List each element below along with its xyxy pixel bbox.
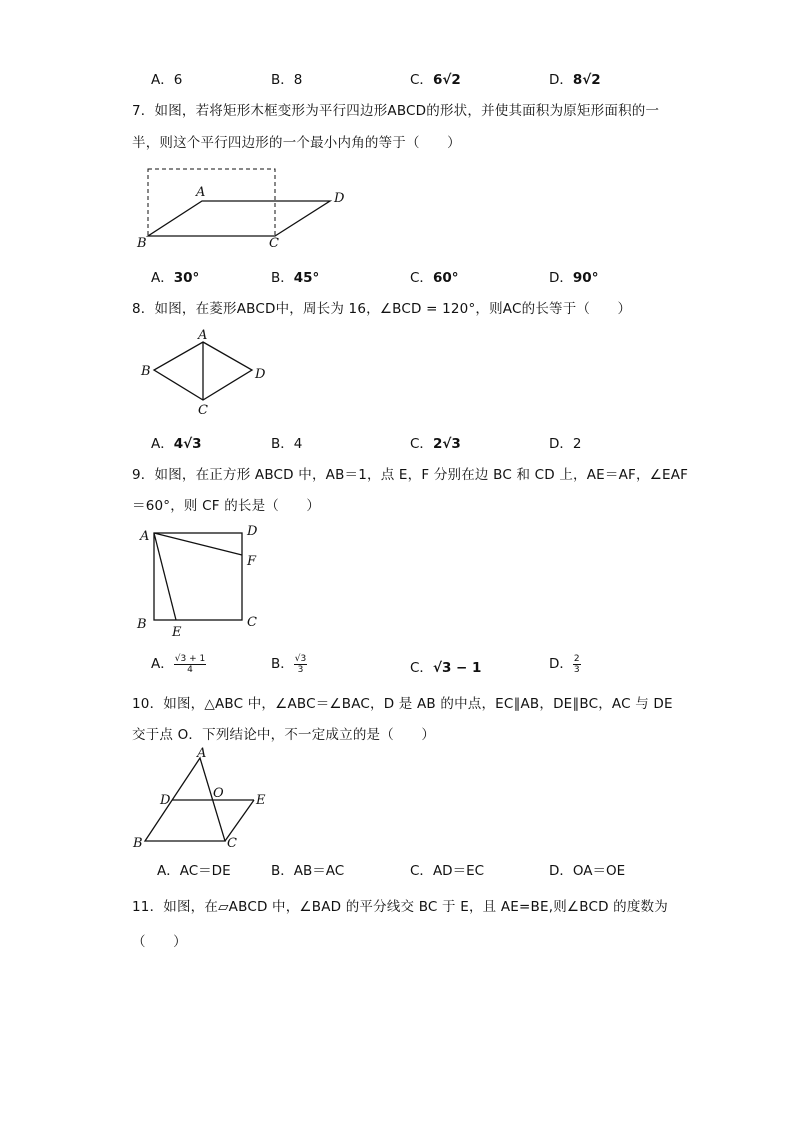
q9-square <box>154 533 242 620</box>
q9-option-d: D． $\frac{2}{3}$ <box>549 653 580 675</box>
q9-label-b: B <box>137 617 147 632</box>
q7-option-c: C．60° <box>410 270 459 286</box>
q7-label-b: B <box>137 236 147 251</box>
q10-option-a: A．AC＝DE <box>157 863 231 879</box>
q8-label-a: A <box>198 328 208 343</box>
q10-label-e: E <box>256 793 266 808</box>
q8-label-c: C <box>198 403 208 418</box>
q9-segment-af <box>154 533 242 555</box>
q9-option-b: B． $\frac{√3}{3}$ <box>271 653 307 675</box>
q9-label-e: E <box>172 625 182 640</box>
q10-option-d: D．OA＝OE <box>549 863 626 879</box>
q9-text-line2: ＝60°，则 CF 的长是（ ） <box>132 498 321 514</box>
q7-parallelogram-figure <box>135 163 355 253</box>
q10-option-b: B．AB＝AC <box>271 863 345 879</box>
q9-square-figure <box>135 520 275 640</box>
q10-segment-ec <box>225 800 254 841</box>
q9-option-c: C．√3 − 1 <box>410 660 482 676</box>
q10-label-d: D <box>160 793 171 808</box>
q9-text-line1: 9．如图，在正方形 ABCD 中，AB＝1，点 E，F 分别在边 BC 和 CD 上，AE＝AF，∠EAF <box>132 467 689 483</box>
q6-option-d: D．8√2 <box>549 72 601 88</box>
q11-text-line1: 11．如图，在▱ABCD 中，∠BAD 的平分线交 BC 于 E，且 AE=BE,则∠BCD 的度数为 <box>132 899 668 915</box>
q10-option-c: C．AD＝EC <box>410 863 485 879</box>
q11-text-line2: （ ） <box>132 934 187 950</box>
q9-segment-ae <box>154 533 176 620</box>
q8-option-c: C．2√3 <box>410 436 461 452</box>
q10-label-b: B <box>133 836 143 851</box>
q9-option-a-fraction: $\frac{√3 + 1}{4}$ <box>174 653 206 675</box>
q7-option-b: B．45° <box>271 270 320 286</box>
q9-label-d: D <box>247 524 258 539</box>
q9-option-a: A． $\frac{√3 + 1}{4}$ <box>151 653 206 675</box>
q10-text-line2: 交于点 O．下列结论中，不一定成立的是（ ） <box>132 727 436 743</box>
q7-option-d: D．90° <box>549 270 599 286</box>
q8-text-line1: 8．如图，在菱形ABCD中，周长为 16，∠BCD = 120°，则AC的长等于（ ） <box>132 301 632 317</box>
q9-option-d-fraction: $\frac{2}{3}$ <box>573 653 580 675</box>
q10-text-line1: 10．如图，△ABC 中，∠ABC＝∠BAC，D 是 AB 的中点，EC∥AB，DE∥BC，AC 与 DE <box>132 696 673 712</box>
q6-option-a: A．6 <box>151 72 183 88</box>
q8-label-b: B <box>141 364 151 379</box>
q8-option-b: B．4 <box>271 436 303 452</box>
q9-label-a: A <box>140 529 150 544</box>
q9-label-f: F <box>247 554 257 569</box>
q9-label-c: C <box>247 615 257 630</box>
q9-option-b-fraction: $\frac{√3}{3}$ <box>294 653 307 675</box>
q10-label-c: C <box>227 836 237 851</box>
q8-option-d: D．2 <box>549 436 582 452</box>
q6-option-c: C．6√2 <box>410 72 461 88</box>
q7-parallelogram <box>148 201 330 236</box>
q8-option-a: A．4√3 <box>151 436 202 452</box>
q7-label-d: D <box>334 191 345 206</box>
q7-label-c: C <box>269 236 279 251</box>
q7-text-line2: 半，则这个平行四边形的一个最小内角的等于（ ） <box>132 135 461 151</box>
q10-label-a: A <box>197 746 207 761</box>
q6-option-b: B．8 <box>271 72 303 88</box>
q8-rhombus-figure <box>140 326 280 416</box>
q7-label-a: A <box>196 185 206 200</box>
q8-label-d: D <box>255 367 266 382</box>
q7-text-line1: 7．如图，若将矩形木框变形为平行四边形ABCD的形状，并使其面积为原矩形面积的一 <box>132 103 660 119</box>
q7-option-a: A．30° <box>151 270 200 286</box>
q7-original-rectangle <box>148 169 275 236</box>
q10-triangle-figure <box>130 743 280 853</box>
q10-label-o: O <box>213 786 224 801</box>
